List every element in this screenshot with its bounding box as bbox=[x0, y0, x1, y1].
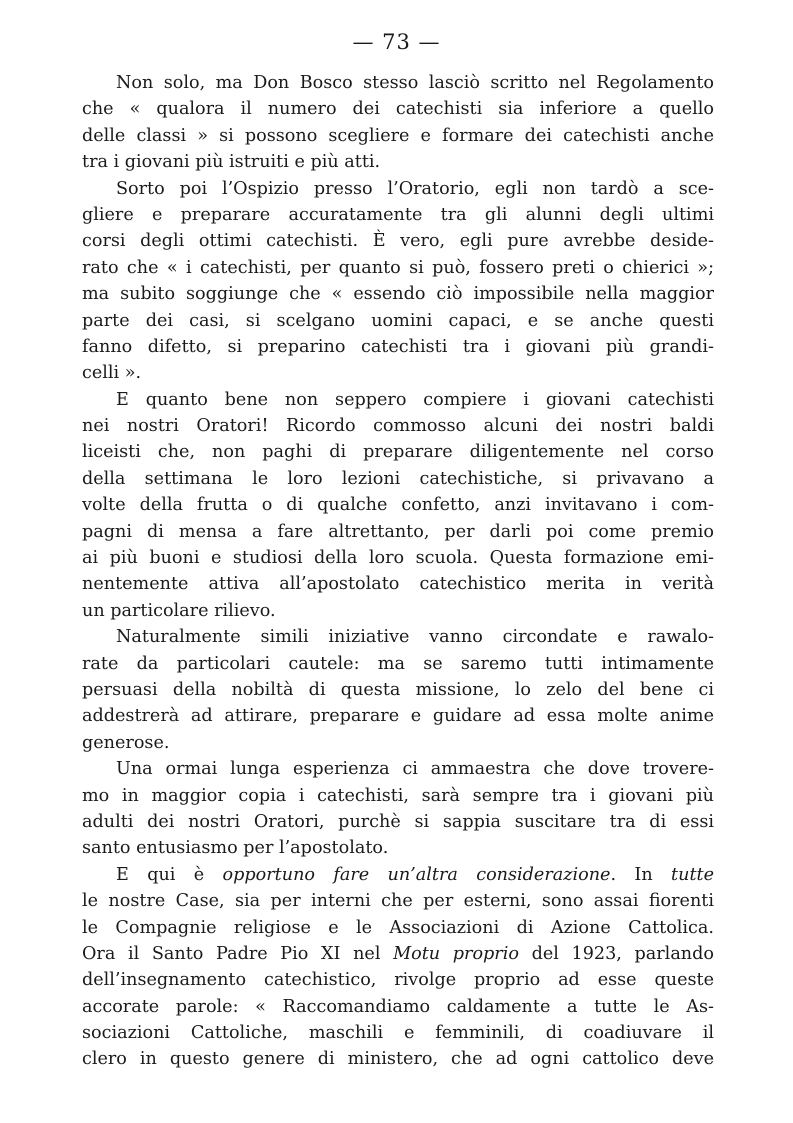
page-number: — 73 — bbox=[352, 30, 441, 54]
text-line: sociazioni Cattoliche, maschili e femminili, di coadiuvare il bbox=[82, 1023, 714, 1044]
text-line: corsi degli ottimi catechisti. È vero, egli pure avrebbe deside- bbox=[82, 231, 714, 252]
text-line: le Compagnie religiose e le Associazioni di Azione Cattolica. bbox=[82, 917, 714, 938]
text-line: mo in maggior copia i catechisti, sarà sempre tra i giovani più bbox=[82, 785, 714, 806]
text-line: dell’insegnamento catechistico, rivolge proprio ad esse queste bbox=[82, 970, 714, 991]
text-line: della settimana le loro lezioni catechistiche, si privavano a bbox=[82, 468, 714, 489]
text-line: Naturalmente simili iniziative vanno circondate e rawalo- bbox=[116, 627, 714, 648]
text-line: liceisti che, non paghi di preparare diligentemente nel corso bbox=[82, 442, 714, 463]
text-line: santo entusiasmo per l’apostolato. bbox=[82, 838, 389, 859]
text-line: le nostre Case, sia per interni che per esterni, sono assai fiorenti bbox=[82, 891, 714, 912]
text-line: nentemente attiva all’apostolato catechistico merita in verità bbox=[82, 574, 714, 595]
text-line: adulti dei nostri Oratori, purchè si sappia suscitare tra di essi bbox=[82, 811, 714, 832]
text-line: che « qualora il numero dei catechisti sia inferiore a quello bbox=[82, 99, 714, 120]
text-line: E quanto bene non seppero compiere i giovani catechisti bbox=[116, 389, 714, 410]
text-line: volte della frutta o di qualche confetto, anzi invitavano i com- bbox=[82, 495, 714, 516]
text-line: fanno difetto, si preparino catechisti tra i giovani più grandi- bbox=[82, 336, 714, 357]
text-line: rato che « i catechisti, per quanto si può, fossero preti o chierici »; bbox=[82, 257, 714, 278]
text-line: generose. bbox=[82, 732, 170, 753]
text-line: addestrerà ad attirare, preparare e guidare ad essa molte anime bbox=[82, 706, 714, 727]
text-line: gliere e preparare accuratamente tra gli alunni degli ultimi bbox=[82, 204, 714, 225]
body-text bbox=[82, 70, 714, 1073]
text-line: tra i giovani più istruiti e più atti. bbox=[82, 152, 381, 173]
text-line: clero in questo genere di ministero, che ad ogni cattolico deve bbox=[82, 1049, 714, 1070]
text-line: Sorto poi l’Ospizio presso l’Oratorio, egli non tardò a sce- bbox=[116, 178, 714, 199]
text-line: delle classi » si possono scegliere e formare dei catechisti anche bbox=[82, 125, 714, 146]
text-line: ma subito soggiunge che « essendo ciò impossibile nella maggior bbox=[82, 284, 714, 305]
text-line: Ora il Santo Padre Pio XI nel Motu proprio del 1923, parlando bbox=[82, 943, 714, 964]
text-line: accorate parole: « Raccomandiamo caldamente a tutte le As- bbox=[82, 996, 714, 1017]
text-line: nei nostri Oratori! Ricordo commosso alcuni dei nostri baldi bbox=[82, 416, 714, 437]
text-line: un particolare rilievo. bbox=[82, 600, 276, 621]
paragraph-lines bbox=[82, 70, 714, 862]
text-line: ai più buoni e studiosi della loro scuola. Questa formazione emi- bbox=[82, 548, 714, 569]
text-line: parte dei casi, si scelgano uomini capaci, e se anche questi bbox=[82, 310, 714, 331]
text-line: Una ormai lunga esperienza ci ammaestra che dove trovere- bbox=[116, 759, 714, 780]
text-line: rate da particolari cautele: ma se saremo tutti intimamente bbox=[82, 653, 714, 674]
text-line: persuasi della nobiltà di questa missione, lo zelo del bene ci bbox=[82, 679, 714, 700]
text-line: pagni di mensa a fare altrettanto, per darli poi come premio bbox=[82, 521, 714, 542]
text-line: E qui è opportuno fare un’altra considerazione. In tutte bbox=[116, 864, 714, 885]
text-line: celli ». bbox=[82, 363, 142, 384]
text-line: Non solo, ma Don Bosco stesso lasciò scritto nel Regolamento bbox=[116, 73, 714, 93]
